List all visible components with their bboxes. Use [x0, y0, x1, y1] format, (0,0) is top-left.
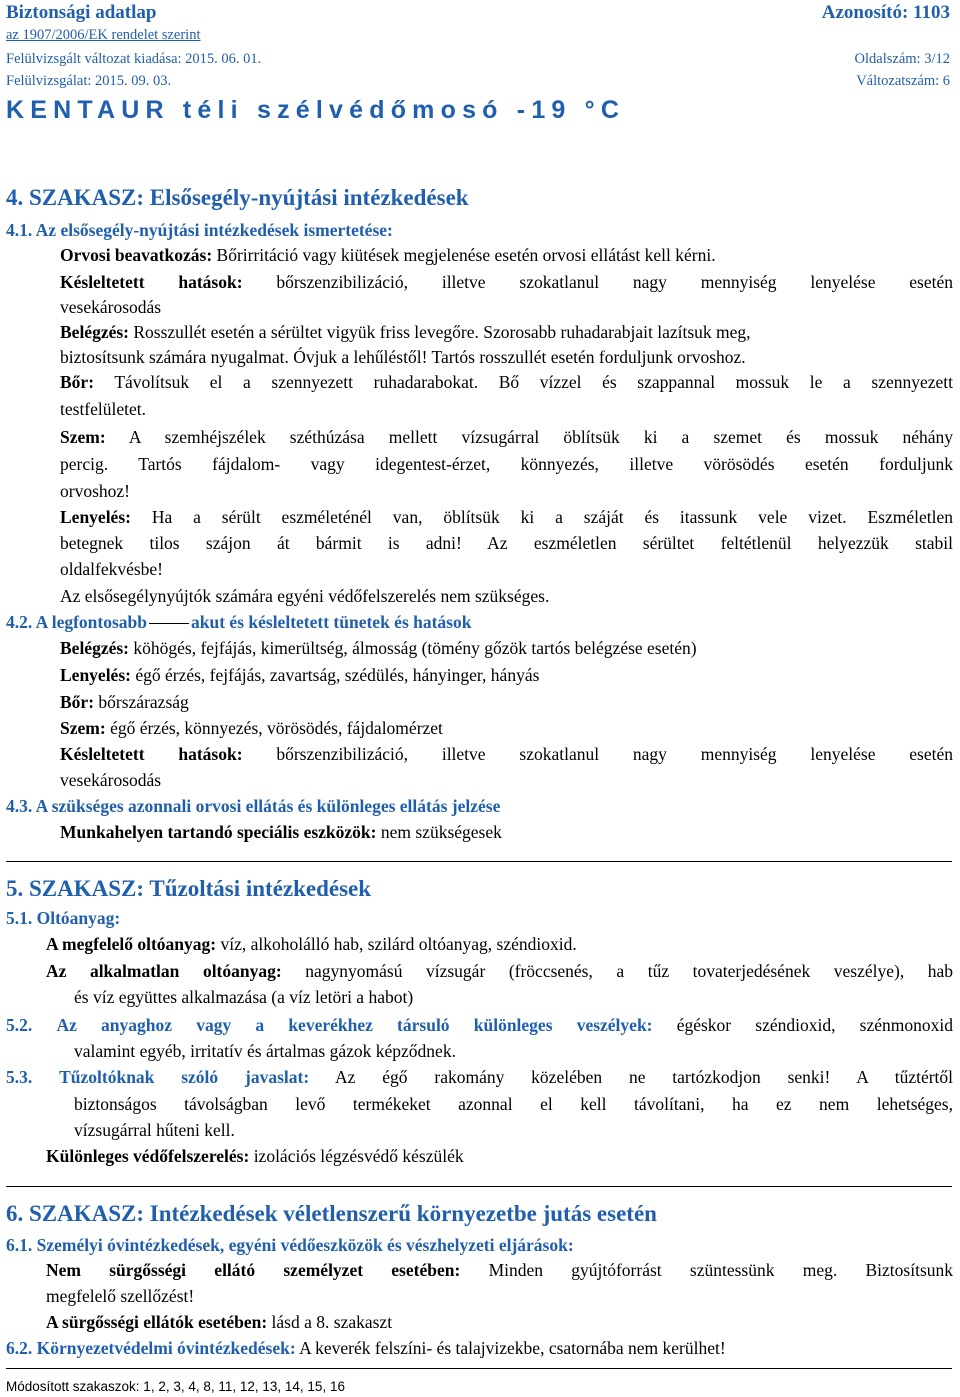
section-4-2-number: 4.2. [6, 612, 33, 632]
section-divider [6, 1186, 952, 1187]
page-number: Oldalszám: 3/12 [854, 51, 950, 67]
eye-line [60, 425, 953, 449]
label-eye: Szem: [60, 427, 106, 447]
text-sym-delayed: bőrszenzibilizáció, illetve szokatlanul nagy mennyiség lenyelése esetén [276, 744, 953, 764]
text-ingestion-cont-1: betegnek tilos szájon át bármit is adni! Az eszméletlen sérültet feltétlenül helyezzük stabil [60, 533, 953, 553]
text-special-ppe: izolációs légzésvédő készülék [253, 1146, 464, 1166]
symptom-delayed-cont: vesekárosodás [60, 770, 162, 790]
label-sym-ingestion: Lenyelés: [60, 665, 131, 685]
label-sym-inhalation: Belégzés: [60, 638, 129, 658]
section-5-2-line [6, 1013, 953, 1037]
label-sym-delayed: Késleltetett hatások: [60, 744, 243, 764]
text-workplace: nem szükségesek [380, 822, 502, 842]
firefighter-advice-cont-2: vízsugárral hűteni kell. [74, 1120, 235, 1140]
ingestion-cont-1 [60, 531, 953, 555]
label-unsuitable: Az alkalmatlan oltóanyag: [46, 961, 282, 981]
text-delayed: bőrszenzibilizáció, illetve szokatlanul nagy mennyiség lenyelése esetén [276, 272, 953, 292]
section-5-3-number: 5.3. [6, 1067, 33, 1087]
modified-sections: Módosított szakaszok: 1, 2, 3, 4, 8, 11, 12, 13, 14, 15, 16 [6, 1379, 345, 1394]
dash-rule [149, 623, 189, 624]
text-eye: A szemhéjszélek széthúzása mellett vízsugárral öblítsük ki a szemet és mossuk néhány [128, 427, 953, 447]
emergency-responders [46, 1310, 392, 1334]
text-non-emergency: Minden gyújtóforrást szüntessünk meg. Biztosítsunk [488, 1260, 954, 1280]
section-divider [6, 861, 952, 862]
label-medical: Orvosi beavatkozás: [60, 245, 213, 265]
inhalation-cont: biztosítsunk számára nyugalmat. Óvjuk a lehűléstől! Tartós rosszullét esetén forduljunk orvoshoz. [60, 347, 746, 367]
skin-line [60, 370, 953, 394]
symptom-delayed [60, 742, 953, 766]
text-sym-skin: bőrszárazság [98, 692, 189, 712]
section-6-2-line [6, 1336, 726, 1360]
firefighter-advice-cont-1 [74, 1092, 953, 1116]
eye-cont-1 [60, 452, 953, 476]
label-workplace: Munkahelyen tartandó speciális eszközök: [60, 822, 377, 842]
text-ingestion: Ha a sérült eszméleténél van, öblítsük ki a száját és itassunk vele vizet. Eszméletlen [151, 507, 953, 527]
non-emergency-cont: megfelelő szellőzést! [46, 1286, 195, 1306]
workplace-equipment [60, 820, 502, 844]
section-6-2-number: 6.2. [6, 1338, 33, 1358]
regulation-link[interactable]: az 1907/2006/EK rendelet szerint [6, 27, 201, 43]
label-emergency: A sürgősségi ellátók esetében: [46, 1312, 268, 1332]
label-non-emergency: Nem sürgősségi ellátó személyzet esetében: [46, 1260, 461, 1280]
label-ingestion: Lenyelés: [60, 507, 131, 527]
text-unsuitable: nagynyomású vízsugár (fröccsenés, a tűz tovaterjedésének veszélye), hab [305, 961, 953, 981]
text-sym-inhalation: köhögés, fejfájás, kimerültség, álmosság (tömény gőzök tartós belégzése esetén) [133, 638, 697, 658]
section-4-2-title-b: akut és késleltetett tünetek és hatások [191, 612, 472, 632]
non-emergency-line [46, 1258, 953, 1282]
doc-id: Azonosító: 1103 [821, 2, 950, 23]
ingestion-line [60, 505, 953, 529]
text-env-precautions: A keverék felszíni- és talajvizekbe, csatornába nem kerülhet! [299, 1338, 726, 1358]
label-special-ppe: Különleges védőfelszerelés: [46, 1146, 250, 1166]
section-5-title: 5. SZAKASZ: Tűzoltási intézkedések [6, 876, 372, 901]
suitable-media [46, 932, 577, 956]
section-5-1-heading: 5.1. Oltóanyag: [6, 908, 121, 928]
delayed-effects-cont: vesekárosodás [60, 297, 162, 317]
eye-cont-2: orvoshoz! [60, 481, 130, 501]
section-5-2-number: 5.2. [6, 1015, 33, 1035]
text-special-hazards: égéskor széndioxid, szénmonoxid [676, 1015, 953, 1035]
ingestion-cont-2: oldalfekvésbe! [60, 559, 164, 579]
unsuitable-media [46, 959, 953, 983]
medical-intervention-line [60, 243, 716, 267]
symptom-ingestion [60, 663, 539, 687]
doc-title: Biztonsági adatlap [6, 2, 157, 23]
section-4-1-heading: 4.1. Az elsősegély-nyújtási intézkedések ismertetése: [6, 220, 393, 240]
label-inhalation: Belégzés: [60, 322, 129, 342]
special-ppe [46, 1144, 464, 1168]
first-aider-ppe: Az elsősegélynyújtók számára egyéni védőfelszerelés nem szükséges. [60, 586, 550, 606]
section-6-title: 6. SZAKASZ: Intézkedések véletlenszerű környezetbe jutás esetén [6, 1201, 657, 1226]
footer-divider [6, 1368, 952, 1369]
delayed-effects-line [60, 270, 953, 294]
text-emergency: lásd a 8. szakaszt [271, 1312, 393, 1332]
text-firefighter-cont-1: biztonságos távolságban levő termékeket azonnal el kell távolítani, ha ez nem lehetséges, [74, 1094, 953, 1114]
text-inhalation: Rosszullét esetén a sérültet vigyük friss levegőre. Szorosabb ruhadarabjait lazítsuk meg, [133, 322, 751, 342]
symptom-skin [60, 690, 189, 714]
text-suitable: víz, alkoholálló hab, szilárd oltóanyag, széndioxid. [220, 934, 577, 954]
skin-cont: testfelületet. [60, 399, 147, 419]
product-name: KENTAUR téli szélvédőmosó -19 °C [6, 96, 626, 124]
label-delayed: Késleltetett hatások: [60, 272, 243, 292]
revision-issue: Felülvizsgált változat kiadása: 2015. 06. 01. [6, 51, 262, 67]
inhalation-line [60, 320, 751, 344]
review-date: Felülvizsgálat: 2015. 09. 03. [6, 73, 172, 89]
label-suitable: A megfelelő oltóanyag: [46, 934, 217, 954]
section-4-3-heading: 4.3. A szükséges azonnali orvosi ellátás és különleges ellátás jelzése [6, 796, 501, 816]
text-firefighter-advice: Az égő rakomány közelében ne tartózkodjon senki! A tűztértől [335, 1067, 954, 1087]
section-6-2-heading: Környezetvédelmi óvintézkedések: [36, 1338, 296, 1358]
special-hazards-cont: valamint egyéb, irritatív és ártalmas gázok képződnek. [74, 1041, 456, 1061]
text-medical: Bőrirritáció vagy kiütések megjelenése esetén orvosi ellátást kell kérni. [216, 245, 716, 265]
text-skin: Távolítsuk el a szennyezett ruhadarabokat. Bő vízzel és szappannal mossuk le a szennyezett [114, 372, 953, 392]
text-sym-ingestion: égő érzés, fejfájás, zavartság, szédülés, hányinger, hányás [135, 665, 540, 685]
symptom-eye [60, 716, 443, 740]
text-sym-eye: égő érzés, könnyezés, vörösödés, fájdalomérzet [110, 718, 443, 738]
section-5-2-heading: Az anyaghoz vagy a keverékhez társuló különleges veszélyek: [56, 1015, 653, 1035]
section-4-title: 4. SZAKASZ: Elsősegély-nyújtási intézkedések [6, 185, 469, 210]
text-eye-cont-1: percig. Tartós fájdalom- vagy idegentest-érzet, könnyezés, illetve vörösödés esetén forduljunk [60, 454, 953, 474]
label-sym-skin: Bőr: [60, 692, 95, 712]
unsuitable-media-cont: és víz együttes alkalmazása (a víz letöri a habot) [74, 987, 414, 1007]
section-4-2-heading [6, 610, 471, 634]
section-4-2-title-a: A legfontosabb [35, 612, 148, 632]
section-5-3-line [6, 1065, 953, 1089]
symptom-inhalation [60, 636, 697, 660]
label-skin: Bőr: [60, 372, 95, 392]
label-sym-eye: Szem: [60, 718, 106, 738]
version-number: Változatszám: 6 [856, 73, 950, 89]
section-5-3-heading: Tűzoltóknak szóló javaslat: [59, 1067, 310, 1087]
section-6-1-heading: 6.1. Személyi óvintézkedések, egyéni védőeszközök és vészhelyzeti eljárások: [6, 1235, 574, 1255]
